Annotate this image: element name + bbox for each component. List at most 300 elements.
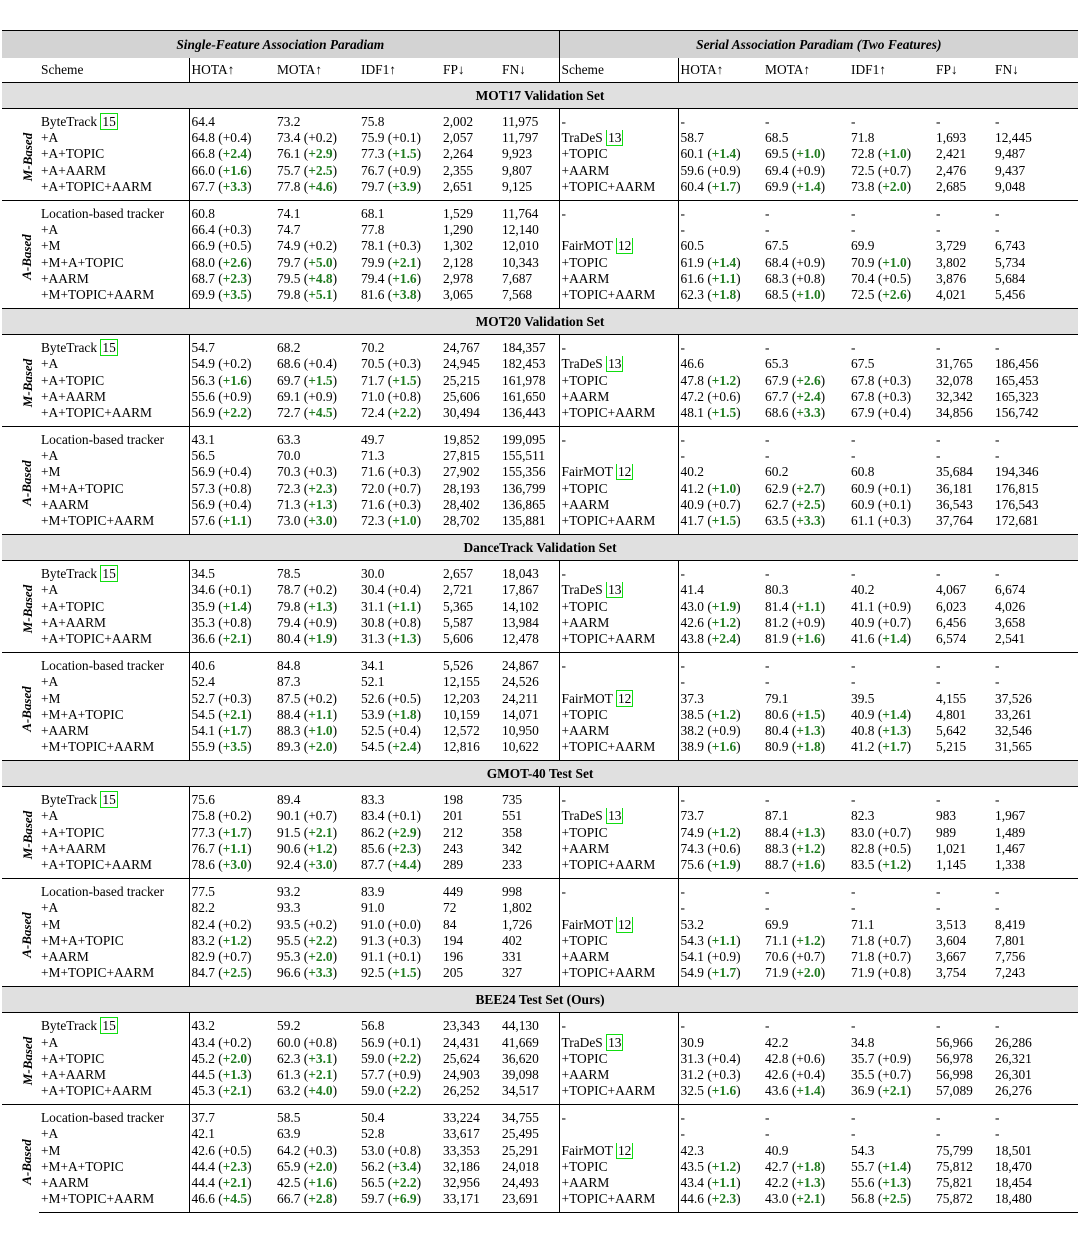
left-idf1-cell: 71.0 (+0.8) (361, 388, 422, 404)
delta-value: +1.5 (711, 513, 737, 529)
right-mota-cell: 87.1 (765, 808, 789, 824)
results-table (2, 30, 1078, 1213)
right-scheme-cell: +TOPIC (559, 1159, 678, 1175)
delta-value: +1.3 (796, 1175, 821, 1191)
left-mota-cell: 88.4 (+1.1) (277, 706, 338, 722)
delta-value: +2.0 (796, 965, 821, 981)
left-idf1-cell: 77.3 (+1.5) (361, 146, 422, 162)
left-idf1-cell: 85.6 (+2.3) (361, 840, 422, 856)
left-scheme-cell: +A (41, 582, 59, 598)
right-fp-cell: 31,765 (936, 356, 973, 372)
delta-value: +2.3 (711, 1191, 737, 1207)
column-header-row (2, 58, 1078, 83)
citation-link[interactable]: 12 (617, 238, 632, 254)
column-header-fn: FN↓ (500, 58, 559, 83)
right-fn-cell: 37,526 (995, 690, 1032, 706)
right-scheme-cell: +TOPIC+AARM (559, 1083, 678, 1105)
left-scheme-cell: +A (41, 1126, 59, 1142)
table-row (2, 335, 1078, 357)
left-hota-cell: 57.6 (+1.1) (189, 513, 275, 535)
right-fp-cell: 56,966 (936, 1034, 973, 1050)
delta-value: +4.8 (308, 270, 333, 286)
delta-value: +3.8 (392, 286, 417, 302)
delta-value: +0.4 (222, 130, 248, 146)
left-fn-cell: 44,130 (502, 1018, 539, 1034)
right-mota-cell: 60.2 (765, 464, 789, 480)
citation-link[interactable]: 15 (102, 1018, 116, 1034)
right-idf1-cell: 67.8 (+0.3) (851, 372, 912, 388)
right-mota-cell: 70.6 (+0.7) (765, 948, 826, 964)
right-idf1-cell: 82.8 (+0.5) (851, 840, 912, 856)
left-idf1-cell: 31.1 (+1.1) (361, 598, 422, 614)
left-fp-cell: 449 (441, 879, 500, 901)
delta-value: +1.6 (308, 1175, 333, 1191)
delta-value: +0.4 (308, 356, 333, 372)
left-hota-cell: 44.4 (+2.3) (189, 1159, 275, 1175)
right-idf1-cell: - (851, 674, 856, 690)
right-mota-cell: 88.4 (+1.3) (765, 824, 826, 840)
group-label-text: A-Based (18, 1138, 34, 1185)
delta-value: +0.3 (882, 388, 907, 404)
delta-value: +0.1 (392, 130, 417, 146)
right-mota-cell: 42.2 (+1.3) (765, 1175, 826, 1191)
left-fn-cell: 199,095 (500, 427, 559, 449)
results-table-container (2, 30, 1078, 1213)
citation-link[interactable]: 13 (608, 582, 622, 598)
left-mota-cell: 78.7 (+0.2) (277, 582, 338, 598)
left-hota-cell: 52.7 (+0.3) (189, 690, 275, 706)
delta-value: +1.3 (392, 630, 417, 646)
delta-value: +1.1 (711, 1175, 737, 1191)
left-hota-cell: 77.5 (189, 879, 275, 901)
left-idf1-cell: 70.5 (+0.3) (361, 356, 422, 372)
delta-value: +2.4 (711, 630, 737, 646)
left-scheme-cell: +A (41, 222, 59, 238)
left-fn-cell: 17,867 (502, 582, 539, 598)
left-idf1-cell: 71.7 (+1.5) (361, 372, 422, 388)
right-mota-cell: 81.9 (+1.6) (765, 630, 826, 646)
right-hota-cell: 61.6 (+1.1) (678, 271, 763, 287)
right-hota-cell: - (678, 335, 763, 357)
right-scheme-cell: +TOPIC+AARM (559, 179, 678, 201)
right-scheme-cell: +AARM (559, 841, 678, 857)
right-fn-cell: 6,743 (995, 238, 1026, 254)
right-scheme-cell: +AARM (559, 615, 678, 631)
right-scheme-cell: - (559, 335, 678, 357)
group-label (2, 653, 39, 761)
right-fn-cell: - (995, 222, 1000, 238)
left-idf1-cell: 53.9 (+1.8) (361, 706, 422, 722)
right-scheme-cell: +TOPIC (559, 255, 678, 271)
right-hota-cell: - (678, 1126, 763, 1142)
right-scheme-cell: TraDeS 13 (559, 356, 678, 372)
right-mota-cell: 79.1 (765, 690, 789, 706)
group-label (2, 200, 39, 308)
left-fp-cell: 12,572 (443, 722, 480, 738)
delta-value: +0.2 (222, 916, 248, 932)
right-hota-cell: 40.2 (678, 464, 763, 480)
left-hota-cell: 56.3 (+1.6) (189, 372, 275, 388)
left-hota-cell: 35.9 (+1.4) (189, 599, 275, 615)
left-idf1-cell: 53.0 (+0.8) (361, 1142, 422, 1158)
delta-value: +1.5 (796, 706, 821, 722)
delta-value: +3.9 (392, 178, 417, 194)
left-scheme-cell: +M+A+TOPIC (41, 254, 124, 270)
left-idf1-cell: 52.8 (361, 1126, 385, 1142)
left-hota-cell: 44.5 (+1.3) (189, 1067, 275, 1083)
right-scheme-cell: - (559, 200, 678, 222)
right-fp-cell: 2,421 (936, 146, 967, 162)
left-idf1-cell: 30.0 (361, 566, 385, 582)
delta-value: +3.5 (222, 286, 248, 302)
delta-value: +2.3 (222, 1158, 248, 1174)
citation-link[interactable]: 13 (608, 808, 622, 824)
right-hota-cell: - (678, 787, 763, 809)
right-fn-cell: 33,261 (995, 706, 1032, 722)
table-row (2, 857, 1078, 879)
left-hota-cell: 78.6 (+3.0) (189, 857, 275, 879)
left-fn-cell: 155,511 (502, 448, 546, 464)
right-idf1-cell: - (849, 879, 934, 901)
left-fp-cell: 25,624 (443, 1050, 480, 1066)
right-idf1-cell: 71.8 (+0.7) (851, 932, 912, 948)
right-idf1-cell: 55.7 (+1.4) (851, 1158, 912, 1174)
delta-value: +1.9 (711, 857, 737, 873)
left-fn-cell: 1,726 (502, 916, 533, 932)
delta-value: +0.7 (222, 948, 248, 964)
left-mota-cell: 73.2 (277, 114, 301, 130)
right-scheme-cell: +TOPIC (559, 825, 678, 841)
section-title-row (2, 83, 1078, 109)
paradigm-header-row (2, 31, 1078, 59)
right-fn-cell: 26,301 (995, 1066, 1032, 1082)
right-hota-cell: - (678, 1013, 763, 1035)
delta-value: +1.3 (882, 1175, 907, 1191)
delta-value: +2.1 (222, 630, 248, 646)
left-fp-cell: 12,155 (443, 674, 480, 690)
right-hota-cell: 31.3 (+0.4) (678, 1051, 763, 1067)
left-idf1-cell: 30.8 (+0.8) (361, 614, 422, 630)
column-header-scheme: Scheme (39, 58, 189, 83)
left-hota-cell: 77.3 (+1.7) (189, 825, 275, 841)
right-fp-cell: 3,876 (936, 270, 967, 286)
delta-value: +1.0 (796, 146, 821, 162)
delta-value: +6.9 (392, 1191, 417, 1207)
left-scheme-cell: +M (41, 1142, 61, 1158)
right-fn-cell: 1,338 (995, 857, 1026, 873)
right-scheme-cell (559, 222, 678, 238)
left-hota-cell: 68.0 (+2.6) (189, 255, 275, 271)
left-fp-cell: 24,767 (443, 340, 480, 356)
left-mota-cell: 72.7 (+4.5) (277, 404, 338, 420)
left-scheme-cell: +A (41, 130, 59, 146)
left-idf1-cell: 71.3 (361, 448, 385, 464)
right-idf1-cell: 71.9 (+0.8) (851, 965, 912, 981)
left-mota-cell: 87.3 (277, 674, 301, 690)
left-mota-cell: 71.3 (+1.3) (277, 496, 338, 512)
right-hota-cell: 47.2 (+0.6) (678, 389, 763, 405)
left-hota-cell: 68.7 (+2.3) (189, 271, 275, 287)
group-label-text: A-Based (18, 912, 34, 958)
left-hota-cell: 44.4 (+2.1) (189, 1175, 275, 1191)
right-fp-cell: - (934, 653, 993, 675)
column-header-hota: HOTA↑ (189, 58, 275, 83)
delta-value: +0.3 (392, 496, 417, 512)
table-row (2, 287, 1078, 309)
right-mota-cell: 81.4 (+1.1) (765, 598, 826, 614)
delta-value: +0.2 (308, 690, 333, 706)
left-scheme-cell: +M+TOPIC+AARM (41, 965, 155, 981)
right-scheme-cell: +AARM (559, 389, 678, 405)
delta-value: +2.2 (308, 932, 333, 948)
right-fp-cell: 6,574 (936, 630, 967, 646)
delta-value: +0.8 (796, 270, 821, 286)
citation-link[interactable]: 12 (617, 690, 632, 706)
left-fp-cell: 194 (443, 932, 464, 948)
citation-link[interactable]: 15 (102, 792, 116, 808)
left-mota-cell: 79.4 (+0.9) (277, 614, 338, 630)
right-fp-cell: 3,604 (936, 932, 967, 948)
left-mota-cell: 74.1 (275, 200, 359, 222)
left-scheme-cell: Location-based tracker (39, 200, 189, 222)
delta-value: +3.0 (222, 857, 248, 873)
delta-value: +1.0 (308, 722, 333, 738)
left-fp-cell: 25,215 (443, 372, 480, 388)
right-mota-cell: 80.3 (765, 582, 789, 598)
right-idf1-cell: 36.9 (+2.1) (851, 1083, 912, 1099)
delta-value: +2.0 (308, 948, 333, 964)
left-fn-cell: 135,881 (502, 513, 546, 529)
left-fp-cell: 25,606 (443, 388, 480, 404)
left-hota-cell: 64.4 (189, 109, 275, 131)
citation-link[interactable]: 12 (617, 464, 632, 480)
left-fp-cell: 201 (443, 808, 464, 824)
table-row (2, 464, 1078, 480)
left-mota-cell: 93.5 (+0.2) (277, 916, 338, 932)
right-hota-cell: 31.2 (+0.3) (678, 1067, 763, 1083)
delta-value: +2.6 (882, 286, 907, 302)
delta-value: +0.3 (392, 932, 417, 948)
group-label-text: A-Based (18, 686, 34, 732)
section-title-row (2, 987, 1078, 1013)
left-idf1-cell: 56.8 (361, 1018, 385, 1034)
delta-value: +0.9 (711, 722, 737, 738)
delta-value: +2.1 (222, 706, 248, 722)
left-fn-cell: 12,010 (502, 238, 539, 254)
right-mota-cell: 71.9 (+2.0) (765, 965, 826, 981)
delta-value: +1.6 (796, 857, 821, 873)
left-hota-cell: 82.2 (189, 900, 275, 916)
right-hota-cell: 54.1 (+0.9) (678, 949, 763, 965)
left-fn-cell: 12,478 (502, 630, 539, 646)
right-fn-cell: - (995, 674, 1000, 690)
delta-value: +1.1 (392, 598, 417, 614)
delta-value: +1.4 (796, 1083, 821, 1099)
left-hota-cell: 69.9 (+3.5) (189, 287, 275, 309)
left-fp-cell: 5,587 (443, 614, 474, 630)
delta-value: +0.7 (882, 948, 907, 964)
right-fn-cell: 156,742 (995, 404, 1039, 420)
left-fn-cell: 551 (502, 808, 523, 824)
left-hota-cell: 43.4 (+0.2) (189, 1034, 275, 1050)
left-fp-cell: 2,355 (443, 162, 474, 178)
column-header-idf1: IDF1↑ (359, 58, 441, 83)
column-header-idf1: IDF1↑ (849, 58, 934, 83)
right-fn-cell: - (993, 1105, 1078, 1127)
left-idf1-cell: 30.4 (+0.4) (361, 582, 422, 598)
left-hota-cell: 66.4 (+0.3) (189, 222, 275, 238)
table-row (2, 1191, 1078, 1213)
left-fp-cell: 2,264 (443, 146, 474, 162)
left-mota-cell: 64.2 (+0.3) (277, 1142, 338, 1158)
left-fp-cell: 32,186 (443, 1158, 480, 1174)
delta-value: +0.4 (711, 1050, 737, 1066)
left-hota-cell: 66.8 (+2.4) (189, 146, 275, 162)
section-title: MOT17 Validation Set (2, 83, 1078, 109)
left-hota-cell: 55.6 (+0.9) (189, 389, 275, 405)
right-fp-cell: 3,667 (936, 948, 967, 964)
column-header-fp: FP↓ (934, 58, 993, 83)
right-fn-cell: 176,543 (995, 496, 1039, 512)
right-fp-cell: 75,821 (936, 1175, 973, 1191)
left-fn-cell: 24,867 (500, 653, 559, 675)
right-hota-cell: - (678, 448, 763, 464)
right-fp-cell: - (934, 879, 993, 901)
delta-value: +0.7 (711, 496, 737, 512)
delta-value: +3.3 (796, 513, 821, 529)
left-hota-cell: 52.4 (189, 674, 275, 690)
table-row (2, 674, 1078, 690)
left-mota-cell: 79.8 (+1.3) (277, 598, 338, 614)
left-idf1-cell: 92.5 (+1.5) (361, 965, 422, 981)
right-mota-cell: 80.4 (+1.3) (765, 722, 826, 738)
left-mota-cell: 79.5 (+4.8) (277, 270, 338, 286)
left-fn-cell: 41,669 (502, 1034, 539, 1050)
left-fn-cell: 10,622 (502, 739, 539, 755)
left-fn-cell: 23,691 (500, 1191, 559, 1213)
right-mota-cell: 43.0 (+2.1) (763, 1191, 849, 1213)
citation-link[interactable]: 15 (102, 340, 116, 356)
delta-value: +0.3 (392, 464, 417, 480)
right-fn-cell: 7,756 (995, 948, 1026, 964)
left-fp-cell: 2,651 (443, 178, 474, 194)
column-header-mota: MOTA↑ (275, 58, 359, 83)
group-label (2, 427, 39, 535)
delta-value: +0.2 (308, 916, 333, 932)
left-scheme-cell: +A (41, 356, 59, 372)
left-scheme-cell: +M+A+TOPIC (41, 480, 124, 496)
group-label-text: M-Based (20, 358, 36, 408)
right-hota-cell: 48.1 (+1.5) (678, 405, 763, 427)
right-mota-cell: - (765, 900, 770, 916)
left-hota-cell: 54.1 (+1.7) (189, 723, 275, 739)
delta-value: +0.3 (711, 1066, 737, 1082)
right-idf1-cell: - (851, 222, 856, 238)
right-fp-cell: 32,342 (936, 388, 973, 404)
right-fp-cell: 4,801 (936, 706, 967, 722)
right-mota-cell: 67.5 (765, 238, 789, 254)
left-hota-cell: 54.9 (+0.2) (189, 356, 275, 372)
right-fn-cell: 18,501 (995, 1142, 1032, 1158)
right-fp-cell: 37,764 (936, 513, 973, 529)
delta-value: +0.9 (222, 388, 248, 404)
table-row (2, 356, 1078, 372)
delta-value: +1.2 (711, 706, 737, 722)
left-fp-cell: 84 (443, 916, 457, 932)
citation-link[interactable]: 12 (617, 1142, 632, 1158)
delta-value: +0.7 (308, 808, 333, 824)
citation-link[interactable]: 13 (608, 1034, 622, 1050)
left-scheme-cell: Location-based tracker (39, 879, 189, 901)
table-row (2, 1013, 1078, 1035)
right-scheme-cell: FairMOT 12 (559, 1143, 678, 1159)
left-mota-cell: 89.4 (277, 792, 301, 808)
table-row (2, 825, 1078, 841)
table-row (2, 917, 1078, 933)
citation-link[interactable]: 13 (608, 356, 622, 372)
delta-value: +1.8 (711, 286, 737, 302)
left-hota-cell: 60.8 (189, 200, 275, 222)
left-mota-cell: 79.7 (+5.0) (277, 254, 338, 270)
delta-value: +1.7 (711, 965, 737, 981)
delta-value: +2.4 (796, 388, 821, 404)
right-fn-cell: 1,489 (995, 824, 1026, 840)
left-idf1-cell: 79.9 (+2.1) (361, 254, 422, 270)
left-fn-cell: 161,978 (502, 372, 546, 388)
right-scheme-cell: - (559, 653, 678, 675)
left-idf1-cell: 83.9 (359, 879, 441, 901)
left-hota-cell: 43.1 (189, 427, 275, 449)
left-fp-cell: 12,203 (443, 690, 480, 706)
right-fn-cell: - (993, 427, 1078, 449)
right-mota-cell: 68.6 (+3.3) (765, 404, 826, 420)
left-idf1-cell: 75.8 (361, 114, 385, 130)
table-row (2, 561, 1078, 583)
delta-value: +1.7 (882, 739, 907, 755)
left-hota-cell: 36.6 (+2.1) (189, 631, 275, 653)
delta-value: +0.3 (882, 513, 907, 529)
right-scheme-cell: +AARM (559, 1067, 678, 1083)
delta-value: +2.6 (222, 254, 248, 270)
left-mota-cell: 74.9 (+0.2) (277, 238, 338, 254)
table-row (2, 949, 1078, 965)
table-row (2, 146, 1078, 162)
delta-value: +1.4 (711, 146, 737, 162)
delta-value: +0.6 (711, 388, 737, 404)
left-idf1-cell: 87.7 (+4.4) (361, 857, 422, 873)
right-fp-cell: 6,023 (936, 598, 967, 614)
left-scheme-cell: ByteTrack 15 (41, 1018, 116, 1034)
citation-link[interactable]: 15 (102, 566, 116, 582)
left-scheme-cell: +AARM (41, 270, 89, 286)
delta-value: +2.9 (392, 824, 417, 840)
delta-value: +0.1 (392, 1034, 417, 1050)
right-mota-cell: 88.7 (+1.6) (765, 857, 826, 873)
citation-link[interactable]: 13 (608, 130, 622, 146)
citation-link[interactable]: 15 (102, 114, 116, 130)
delta-value: +1.8 (392, 706, 417, 722)
right-fn-cell: 6,674 (995, 582, 1026, 598)
delta-value: +1.0 (796, 286, 821, 302)
citation-link[interactable]: 12 (617, 916, 632, 932)
right-scheme-cell: - (559, 787, 678, 809)
left-mota-cell: 60.0 (+0.8) (277, 1034, 338, 1050)
left-mota-cell: 63.9 (277, 1126, 301, 1142)
delta-value: +2.1 (308, 1066, 333, 1082)
left-scheme-cell: +A+TOPIC+AARM (41, 1083, 152, 1099)
delta-value: +2.2 (392, 1083, 417, 1099)
right-idf1-cell: - (851, 114, 856, 130)
